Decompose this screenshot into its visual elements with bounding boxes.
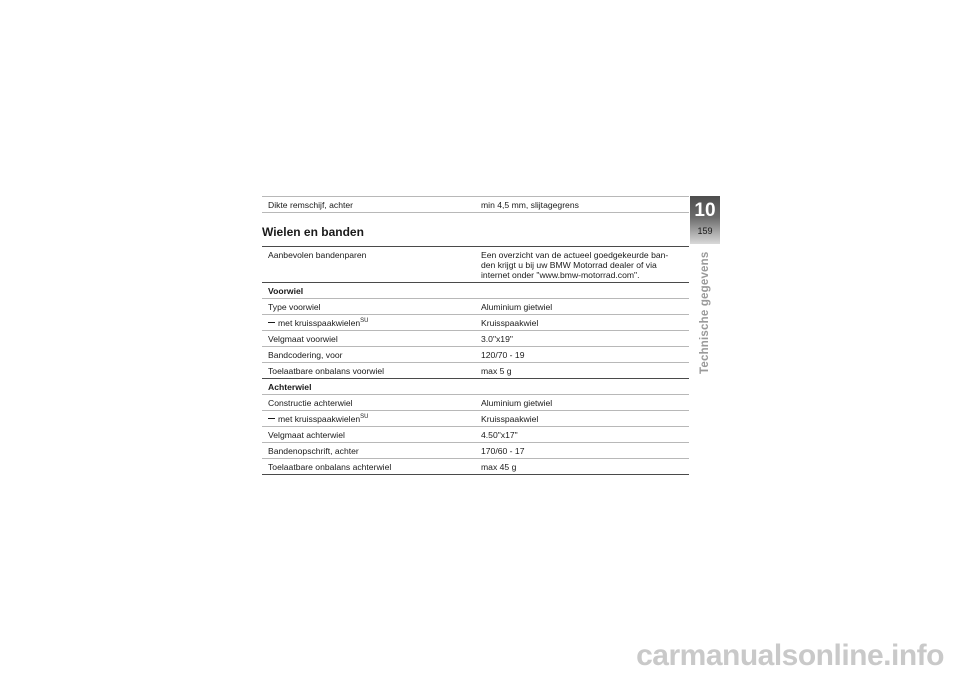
dash-icon (268, 322, 275, 323)
spec-row-tire-pairs (262, 247, 689, 283)
spec-value: max 45 g (481, 462, 517, 472)
spec-content (262, 196, 689, 475)
spec-label: Toelaatbare onbalans voorwiel (268, 366, 385, 376)
spec-label: Constructie achterwiel (268, 398, 353, 408)
option-code: SU (360, 414, 369, 421)
spec-row (262, 427, 689, 443)
chapter-number: 10 (694, 200, 716, 221)
spec-value: Kruisspaakwiel (481, 318, 539, 328)
spec-label: Type voorwiel (268, 302, 321, 312)
subsection-heading-rear (262, 379, 689, 395)
spec-label: Velgmaat voorwiel (268, 334, 338, 344)
spec-label-option (268, 318, 481, 328)
spec-label: Bandenopschrift, achter (268, 446, 359, 456)
spec-value-line: internet onder "www.bmw-motorrad.com". (481, 270, 640, 280)
spec-label-option (268, 414, 481, 424)
spec-value: Aluminium gietwiel (481, 302, 553, 312)
option-text: met kruisspaakwielen (278, 414, 361, 424)
spec-value: Aluminium gietwiel (481, 398, 553, 408)
spec-label: Aanbevolen bandenparen (268, 250, 367, 260)
spec-row (262, 411, 689, 427)
spec-label: Velgmaat achterwiel (268, 430, 345, 440)
spec-value: 170/60 - 17 (481, 446, 525, 456)
spec-label: Bandcodering, voor (268, 350, 343, 360)
spec-label: Dikte remschijf, achter (268, 200, 354, 210)
subsection-heading-text: Voorwiel (268, 286, 304, 296)
spec-row (262, 443, 689, 459)
watermark: carmanualsonline.info (636, 639, 944, 672)
page-number: 159 (697, 226, 713, 236)
spec-value-line: Een overzicht van de actueel goedgekeurde ban- (481, 250, 669, 260)
spec-row (262, 347, 689, 363)
subsection-heading-front (262, 283, 689, 299)
spec-row (262, 331, 689, 347)
chapter-tab (690, 196, 720, 244)
spec-value: max 5 g (481, 366, 512, 376)
section-title: Wielen en banden (262, 213, 689, 247)
option-code: SU (360, 318, 369, 325)
spec-value: 4.50"x17" (481, 430, 518, 440)
spec-value-line: den krijgt u bij uw BMW Motorrad dealer of via (481, 260, 657, 270)
side-chapter-title: Technische gegevens (699, 251, 711, 374)
spec-row (262, 459, 689, 475)
spec-value (481, 250, 689, 280)
spec-row (262, 363, 689, 379)
spec-value: 3.0"x19" (481, 334, 513, 344)
spec-value: 120/70 - 19 (481, 350, 525, 360)
spec-value: min 4,5 mm, slijtagegrens (481, 200, 579, 210)
subsection-heading-text: Achterwiel (268, 382, 312, 392)
spec-value: Kruisspaakwiel (481, 414, 539, 424)
spec-row (262, 299, 689, 315)
spec-row (262, 395, 689, 411)
spec-row (262, 315, 689, 331)
spec-row-brake-disc (262, 196, 689, 213)
option-text: met kruisspaakwielen (278, 318, 361, 328)
spec-label: Toelaatbare onbalans achterwiel (268, 462, 392, 472)
dash-icon (268, 418, 275, 419)
